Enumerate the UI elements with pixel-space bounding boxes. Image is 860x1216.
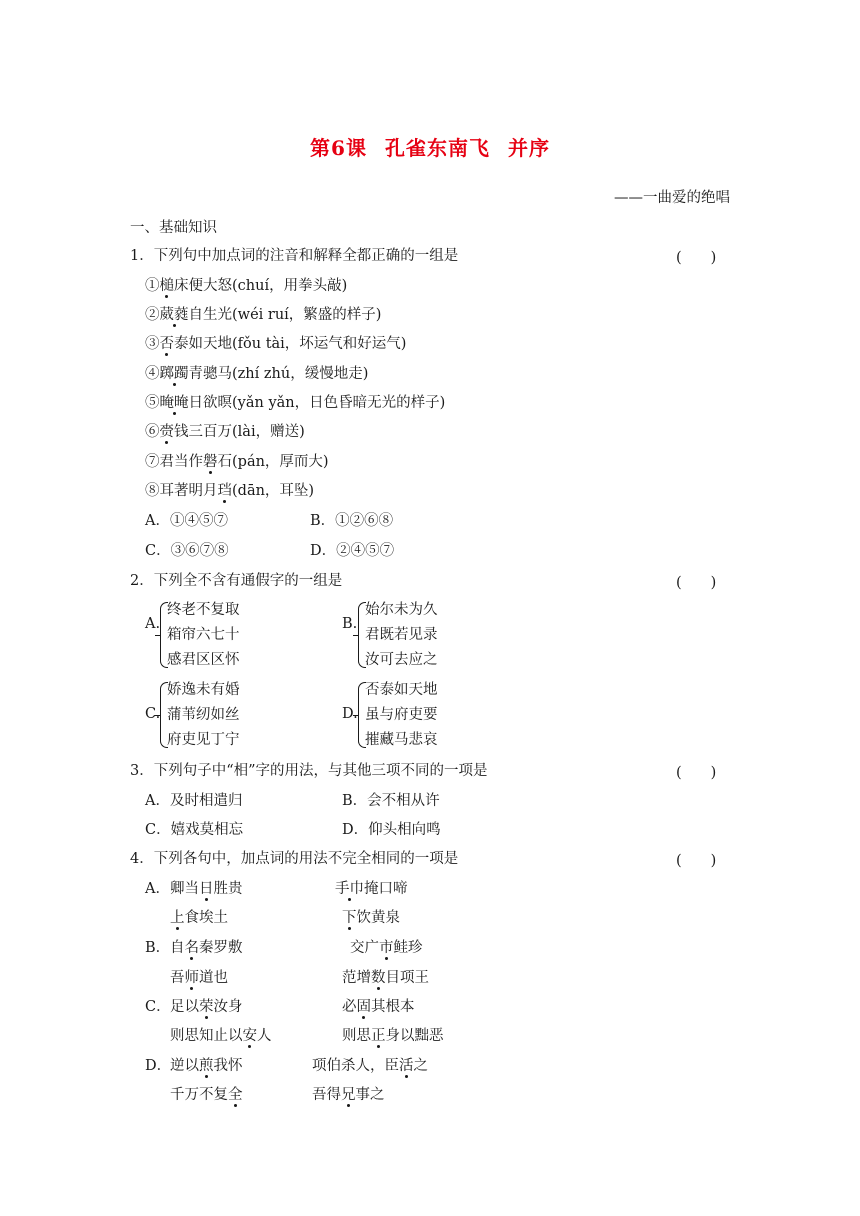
q4-option-c-line1-right: 必固其根本 (342, 999, 415, 1015)
q3-stem: 3．下列句子中“相”字的用法，与其他三项不同的一项是 (130, 763, 488, 779)
section-heading: 一、基础知识 (130, 220, 217, 236)
q4-option-c-label: C． (145, 999, 171, 1015)
q4-option-a-label: A． (145, 881, 170, 897)
q1-item-2: ②葳蕤自生光(wéi ruí，繁盛的样子) (145, 307, 382, 323)
q2-option-a-line-3: 感君区区怀 (167, 652, 240, 668)
q4-option-c-line2-left: 则思知止以安人 (170, 1028, 272, 1044)
page-title (0, 132, 860, 161)
title-extra: 并序 (507, 136, 550, 160)
q3-option-a: A．及时相遣归 (145, 793, 243, 809)
q4-option-b-line1-right: 交广市鲑珍 (350, 940, 423, 956)
title-name: 孔雀东南飞 (384, 136, 490, 160)
q2-answer-blank: ( ) (676, 575, 717, 591)
q4-option-a-line2-left: 上食埃土 (170, 910, 228, 926)
q2-option-a-line-2: 箱帘六七十 (167, 627, 240, 643)
q4-option-b-line1-left: 自名秦罗敷 (170, 940, 243, 956)
q2-option-c-line-1: 娇逸未有婚 (167, 682, 240, 698)
q4-stem: 4．下列各句中，加点词的用法不完全相同的一项是 (130, 851, 459, 867)
q1-item-1: ①槌床便大怒(chuí，用拳头敲) (145, 278, 348, 294)
q4-option-c-line1-left: 足以荣汝身 (170, 999, 243, 1015)
q2-option-c-label: C. (145, 706, 161, 722)
q1-item-7: ⑦君当作磐石(pán，厚而大) (145, 454, 329, 470)
q1-item-6: ⑥赍钱三百万(lài，赠送) (145, 424, 305, 440)
q2-option-b-line-2: 君既若见录 (365, 627, 438, 643)
q1-item-5: ⑤晻晻日欲暝(yǎn yǎn，日色昏暗无光的样子) (145, 395, 446, 411)
q4-option-b-line2-left: 吾师道也 (170, 970, 228, 986)
q4-option-d-line2-right: 吾得兄事之 (312, 1087, 385, 1103)
q2-option-d-line-1: 否泰如天地 (365, 682, 438, 698)
q4-answer-blank: ( ) (676, 853, 717, 869)
q4-option-c-line2-right: 则思正身以黜恶 (342, 1028, 444, 1044)
q4-option-b-label: B． (145, 940, 171, 956)
q2-option-b-label: B. (342, 616, 358, 632)
q4-option-d-label: D． (145, 1058, 172, 1074)
q3-answer-blank: ( ) (676, 765, 717, 781)
q2-option-d-line-2: 虽与府吏要 (365, 707, 438, 723)
q2-option-a-line-1: 终老不复取 (167, 602, 240, 618)
q1-answer-blank: ( ) (676, 250, 717, 266)
q2-option-b-line-1: 始尔未为久 (365, 602, 438, 618)
q1-item-8: ⑧耳著明月珰(dān，耳坠) (145, 483, 315, 499)
q1-option-c: C．③⑥⑦⑧ (145, 543, 229, 559)
q1-option-b: B．①②⑥⑧ (310, 513, 394, 529)
q3-option-d: D．仰头相向鸣 (342, 822, 441, 838)
q1-item-3: ③否泰如天地(fǒu tài，坏运气和好运气) (145, 336, 407, 352)
q1-item-4: ④踯躅青骢马(zhí zhú，缓慢地走) (145, 366, 369, 382)
q3-option-c: C．嬉戏莫相忘 (145, 822, 244, 838)
q4-option-a-line1-left: 卿当日胜贵 (170, 881, 243, 897)
q2-option-c-line-2: 蒲苇纫如丝 (167, 707, 240, 723)
q1-stem: 1．下列句中加点词的注音和解释全都正确的一组是 (130, 248, 459, 264)
q4-option-d-line2-left: 千万不复全 (170, 1087, 243, 1103)
q2-option-d-label: D. (342, 706, 358, 722)
q2-option-c-line-3: 府吏见丁宁 (167, 732, 240, 748)
q4-option-d-line1-left: 逆以煎我怀 (170, 1058, 243, 1074)
q1-option-a: A．①④⑤⑦ (145, 513, 228, 529)
q3-option-b: B．会不相从许 (342, 793, 440, 809)
q2-stem: 2．下列全不含有通假字的一组是 (130, 573, 343, 589)
q1-option-d: D．②④⑤⑦ (310, 543, 395, 559)
q2-option-d-line-3: 摧藏马悲哀 (365, 732, 438, 748)
q2-option-a-label: A. (145, 616, 161, 632)
subtitle: ——一曲爱的绝唱 (614, 190, 730, 206)
q4-option-a-line1-right: 手巾掩口啼 (335, 881, 408, 897)
q4-option-d-line1-right: 项伯杀人，臣活之 (312, 1058, 428, 1074)
title-lesson: 第6课 (310, 136, 367, 160)
q2-option-b-line-3: 汝可去应之 (365, 652, 438, 668)
q4-option-b-line2-right: 范增数目项王 (342, 970, 429, 986)
q4-option-a-line2-right: 下饮黄泉 (342, 910, 400, 926)
